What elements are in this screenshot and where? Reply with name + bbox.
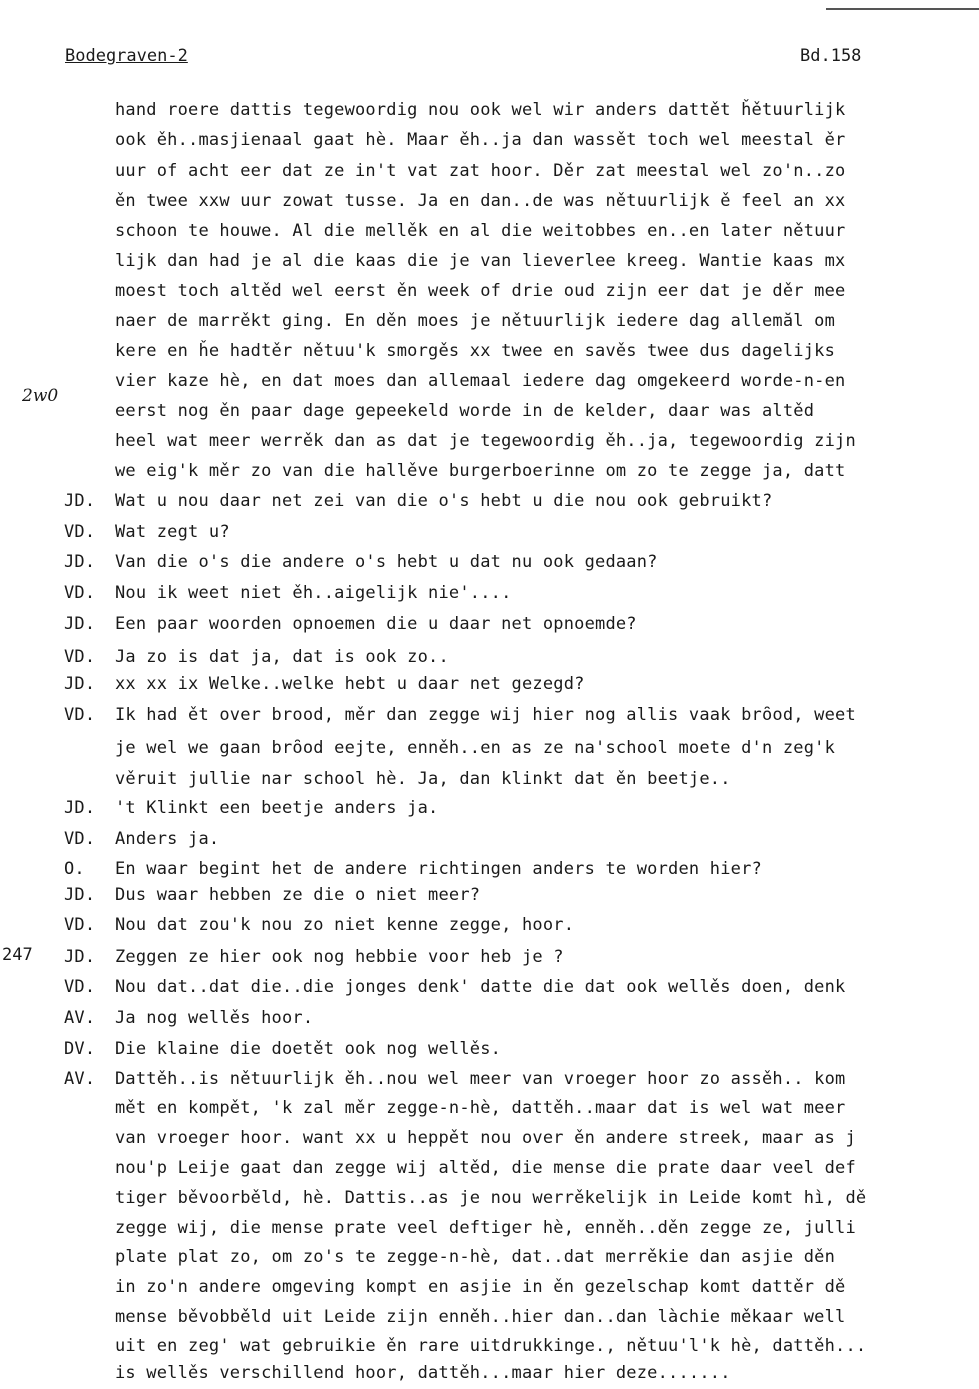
top-rule (826, 8, 979, 10)
speaker-label: VD. (64, 705, 96, 725)
line-text: tiger běvoorběld, hè. Dattis..as je nou werrěkelijk in Leide komt hì, dě (115, 1188, 867, 1208)
line-text: is wellěs verschillend hoor, dattěh...maar hier deze....... (115, 1363, 731, 1383)
line-text: 't Klinkt een beetje anders ja. (115, 798, 439, 818)
line-text: Anders ja. (115, 829, 220, 849)
line-text: Een paar woorden opnoemen die u daar net opnoemde? (115, 614, 637, 634)
line-text: kere en ȟe hadtěr nětuu'k smorgěs xx twee en savěs twee dus dagelijks (115, 341, 836, 361)
line-text: Wat zegt u? (115, 522, 230, 542)
line-text: je wel we gaan brȏod eejte, enněh..en as ze na'school moete d'n zeg'k (115, 738, 836, 758)
line-text: Nou ik weet niet ěh..aigelijk nie'.... (115, 583, 512, 603)
line-text: moest toch altěd wel eerst ěn week of drie oud zijn eer dat je děr mee (115, 281, 846, 301)
line-text: vier kaze hè, en dat moes dan allemaal iedere dag omgekeerd worde-n-en (115, 371, 846, 391)
speaker-label: DV. (64, 1039, 96, 1059)
document-title: Bodegraven-2 (65, 46, 188, 66)
line-text: Nou dat..dat die..die jonges denk' datte die dat ook wellěs doen, denk (115, 977, 846, 997)
speaker-label: VD. (64, 583, 96, 603)
speaker-label: VD. (64, 647, 96, 667)
speaker-label: JD. (64, 614, 96, 634)
line-text: Nou dat zou'k nou zo niet kenne zegge, hoor. (115, 915, 575, 935)
line-text: mense běvobběld uit Leide zijn enněh..hier dan..dan làchie měkaar well (115, 1307, 846, 1327)
speaker-label: JD. (64, 674, 96, 694)
speaker-label: JD. (64, 798, 96, 818)
speaker-label: VD. (64, 977, 96, 997)
line-text: zegge wij, die mense prate veel deftiger hè, enněh..děn zegge ze, julli (115, 1218, 856, 1238)
line-text: Die klaine die doetět ook nog wellěs. (115, 1039, 502, 1059)
page-reference: Bd.158 (800, 46, 862, 66)
speaker-label: VD. (64, 829, 96, 849)
line-text: Ja zo is dat ja, dat is ook zo.. (115, 647, 449, 667)
line-text: Van die o's die andere o's hebt u dat nu ook gedaan? (115, 552, 658, 572)
line-text: Dus waar hebben ze die o niet meer? (115, 885, 481, 905)
line-text: lijk dan had je al die kaas die je van lieverlee kreeg. Wantie kaas mx (115, 251, 846, 271)
line-text: Ja nog wellěs hoor. (115, 1008, 314, 1028)
handwritten-margin-note: 2w0 (22, 386, 59, 406)
line-text: nou'p Leije gaat dan zegge wij altěd, die mense die prate daar veel def (115, 1158, 856, 1178)
speaker-label: JD. (64, 552, 96, 572)
speaker-label: AV. (64, 1008, 96, 1028)
line-text: uur of acht eer dat ze in't vat zat hoor. Děr zat meestal wel zo'n..zo (115, 161, 846, 181)
line-text: hand roere dattis tegewoordig nou ook wel wir anders dattět ȟětuurlijk (115, 100, 846, 120)
line-text: in zo'n andere omgeving kompt en asjie in ěn gezelschap komt dattěr dě (115, 1277, 846, 1297)
line-text: eerst nog ěn paar dage gepeekeld worde in de kelder, daar was altěd (115, 401, 815, 421)
line-text: En waar begint het de andere richtingen anders te worden hier? (115, 859, 762, 879)
line-text: naer de marrěkt ging. En děn moes je nětuurlijk iedere dag allemăl om (115, 311, 836, 331)
speaker-label: VD. (64, 522, 96, 542)
line-text: věruit jullie nar school hè. Ja, dan klinkt dat ěn beetje.. (115, 769, 731, 789)
speaker-label: JD. (64, 491, 96, 511)
line-text: Wat u nou daar net zei van die o's hebt u die nou ook gebruikt? (115, 491, 773, 511)
line-text: we eig'k měr zo van die hallěve burgerboerinne om zo te zegge ja, datt (115, 461, 846, 481)
speaker-label: JD. (64, 885, 96, 905)
line-text: plate plat zo, om zo's te zegge-n-hè, dat..dat merrěkie dan asjie děn (115, 1247, 836, 1267)
line-text: xx xx ix Welke..welke hebt u daar net gezegd? (115, 674, 585, 694)
line-number: 247 (2, 945, 33, 965)
line-text: heel wat meer werrěk dan as dat je tegewoordig ěh..ja, tegewoordig zijn (115, 431, 856, 451)
line-text: uit en zeg' wat gebruikie ěn rare uitdrukkinge., nětuu'l'k hè, dattěh... (115, 1336, 867, 1356)
speaker-label: AV. (64, 1069, 96, 1089)
line-text: ěn twee xxw uur zowat tusse. Ja en dan..de was nětuurlijk ě feel an xx (115, 191, 846, 211)
line-text: Dattěh..is nětuurlijk ěh..nou wel meer van vroeger hoor zo assěh.. kom (115, 1069, 846, 1089)
line-text: ook ěh..masjienaal gaat hè. Maar ěh..ja dan wassět toch wel meestal ěr (115, 130, 846, 150)
speaker-label: VD. (64, 915, 96, 935)
speaker-label: JD. (64, 947, 96, 967)
line-text: mět en kompět, 'k zal měr zegge-n-hè, dattěh..maar dat is wel wat meer (115, 1098, 846, 1118)
line-text: Zeggen ze hier ook nog hebbie voor heb je ? (115, 947, 564, 967)
line-text: van vroeger hoor. want xx u heppět nou over ěn andere streek, maar as j (115, 1128, 856, 1148)
line-text: schoon te houwe. Al die mellěk en al die weitobbes en..en later nětuur (115, 221, 846, 241)
speaker-label: O. (64, 859, 85, 879)
line-text: Ik had ět over brood, měr dan zegge wij hier nog allis vaak brȏod, weet (115, 705, 856, 725)
